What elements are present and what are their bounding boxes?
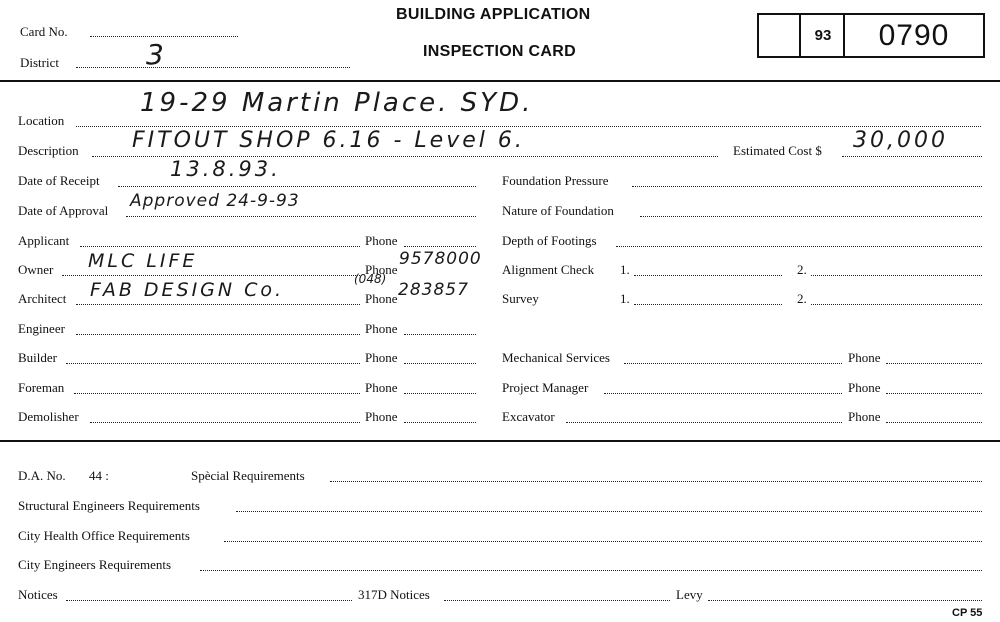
- project-manager-phone-field[interactable]: [886, 393, 982, 394]
- depth-footings-label: Depth of Footings: [502, 233, 597, 248]
- applicant-phone-field[interactable]: [404, 246, 476, 247]
- location-label: Location: [18, 113, 65, 128]
- engineer-field[interactable]: [76, 334, 360, 335]
- builder-label: Builder: [18, 350, 57, 365]
- header-rule: [0, 80, 1000, 82]
- date-receipt-value: 13.8.93.: [170, 157, 281, 181]
- excavator-field[interactable]: [566, 422, 842, 423]
- card-number-box: [757, 13, 985, 58]
- excavator-phone-label: Phone: [848, 409, 881, 424]
- location-value: 19-29 Martin Place. SYD.: [140, 88, 534, 118]
- structural-field[interactable]: [236, 511, 982, 512]
- architect-phone-area: (048): [354, 272, 387, 286]
- special-requirements-label: Spècial Requirements: [191, 468, 305, 483]
- section-rule: [0, 440, 1000, 442]
- architect-value: FAB DESIGN Co.: [90, 279, 285, 301]
- form-code: CP 55: [952, 607, 983, 619]
- mechanical-phone-label: Phone: [848, 350, 881, 365]
- levy-field[interactable]: [708, 600, 982, 601]
- demolisher-phone-field[interactable]: [404, 422, 476, 423]
- card-number: 0790: [878, 19, 950, 52]
- owner-label: Owner: [18, 262, 54, 277]
- district-field[interactable]: [76, 67, 350, 68]
- notices-317d-label: 317D Notices: [358, 587, 430, 602]
- foreman-phone-label: Phone: [365, 380, 398, 395]
- notices-label: Notices: [18, 587, 58, 602]
- foreman-field[interactable]: [74, 393, 360, 394]
- owner-phone-label: Phone: [365, 262, 398, 277]
- alignment-field-2[interactable]: [811, 275, 982, 276]
- card-title-line1: BUILDING APPLICATION: [396, 6, 591, 23]
- builder-phone-field[interactable]: [404, 363, 476, 364]
- special-requirements-field[interactable]: [330, 481, 982, 482]
- applicant-field[interactable]: [80, 246, 360, 247]
- date-approval-field[interactable]: [126, 216, 476, 217]
- survey-label: Survey: [502, 291, 539, 306]
- architect-phone-label: Phone: [365, 291, 398, 306]
- architect-field[interactable]: [76, 304, 360, 305]
- city-engineers-field[interactable]: [200, 570, 982, 571]
- foreman-label: Foreman: [18, 380, 65, 395]
- demolisher-field[interactable]: [90, 422, 360, 423]
- card-no-label: Card No.: [20, 24, 68, 39]
- notices-317d-field[interactable]: [444, 600, 670, 601]
- card-title-line2: INSPECTION CARD: [423, 43, 576, 60]
- foreman-phone-field[interactable]: [404, 393, 476, 394]
- city-engineers-label: City Engineers Requirements: [18, 557, 172, 572]
- date-approval-label: Date of Approval: [18, 203, 109, 218]
- builder-phone-label: Phone: [365, 350, 398, 365]
- architect-phone-value: 283857: [398, 280, 469, 300]
- demolisher-phone-label: Phone: [365, 409, 398, 424]
- mechanical-phone-field[interactable]: [886, 363, 982, 364]
- survey-field-2[interactable]: [811, 304, 982, 305]
- demolisher-label: Demolisher: [18, 409, 79, 424]
- location-field[interactable]: [76, 126, 981, 127]
- project-manager-label: Project Manager: [502, 380, 589, 395]
- project-manager-phone-label: Phone: [848, 380, 881, 395]
- alignment-field-1[interactable]: [634, 275, 782, 276]
- district-value: 3: [146, 38, 167, 71]
- alignment-item-2: 2.: [797, 262, 807, 277]
- date-receipt-field[interactable]: [118, 186, 476, 187]
- survey-field-1[interactable]: [634, 304, 782, 305]
- date-approval-value: Approved 24-9-93: [130, 191, 300, 211]
- excavator-label: Excavator: [502, 409, 555, 424]
- card-year: 93: [814, 27, 832, 44]
- notices-field[interactable]: [66, 600, 352, 601]
- engineer-label: Engineer: [18, 321, 65, 336]
- estimated-cost-value: 30,000: [853, 128, 948, 153]
- health-field[interactable]: [224, 541, 982, 542]
- levy-label: Levy: [676, 587, 703, 602]
- foundation-pressure-field[interactable]: [632, 186, 982, 187]
- nature-foundation-field[interactable]: [640, 216, 982, 217]
- survey-item-1: 1.: [620, 291, 630, 306]
- da-no-value: 44 :: [89, 468, 109, 483]
- survey-item-2: 2.: [797, 291, 807, 306]
- structural-label: Structural Engineers Requirements: [18, 498, 200, 513]
- health-label: City Health Office Requirements: [18, 528, 190, 543]
- engineer-phone-label: Phone: [365, 321, 398, 336]
- builder-field[interactable]: [66, 363, 360, 364]
- applicant-label: Applicant: [18, 233, 70, 248]
- depth-footings-field[interactable]: [616, 246, 982, 247]
- engineer-phone-field[interactable]: [404, 334, 476, 335]
- nature-foundation-label: Nature of Foundation: [502, 203, 614, 218]
- district-label: District: [20, 55, 59, 70]
- owner-field[interactable]: [62, 275, 360, 276]
- applicant-phone-label: Phone: [365, 233, 398, 248]
- alignment-check-label: Alignment Check: [502, 262, 595, 277]
- foundation-pressure-label: Foundation Pressure: [502, 173, 609, 188]
- estimated-cost-label: Estimated Cost $: [733, 143, 822, 158]
- alignment-item-1: 1.: [620, 262, 630, 277]
- card-no-field[interactable]: [90, 36, 238, 37]
- estimated-cost-field[interactable]: [842, 156, 982, 157]
- owner-phone-value: 9578000: [399, 249, 482, 269]
- excavator-phone-field[interactable]: [886, 422, 982, 423]
- description-label: Description: [18, 143, 79, 158]
- architect-label: Architect: [18, 291, 67, 306]
- mechanical-field[interactable]: [624, 363, 842, 364]
- da-no-label: D.A. No.: [18, 468, 66, 483]
- date-receipt-label: Date of Receipt: [18, 173, 100, 188]
- mechanical-label: Mechanical Services: [502, 350, 610, 365]
- description-value: FITOUT SHOP 6.16 - Level 6.: [132, 128, 525, 153]
- owner-value: MLC LIFE: [88, 250, 198, 272]
- project-manager-field[interactable]: [604, 393, 842, 394]
